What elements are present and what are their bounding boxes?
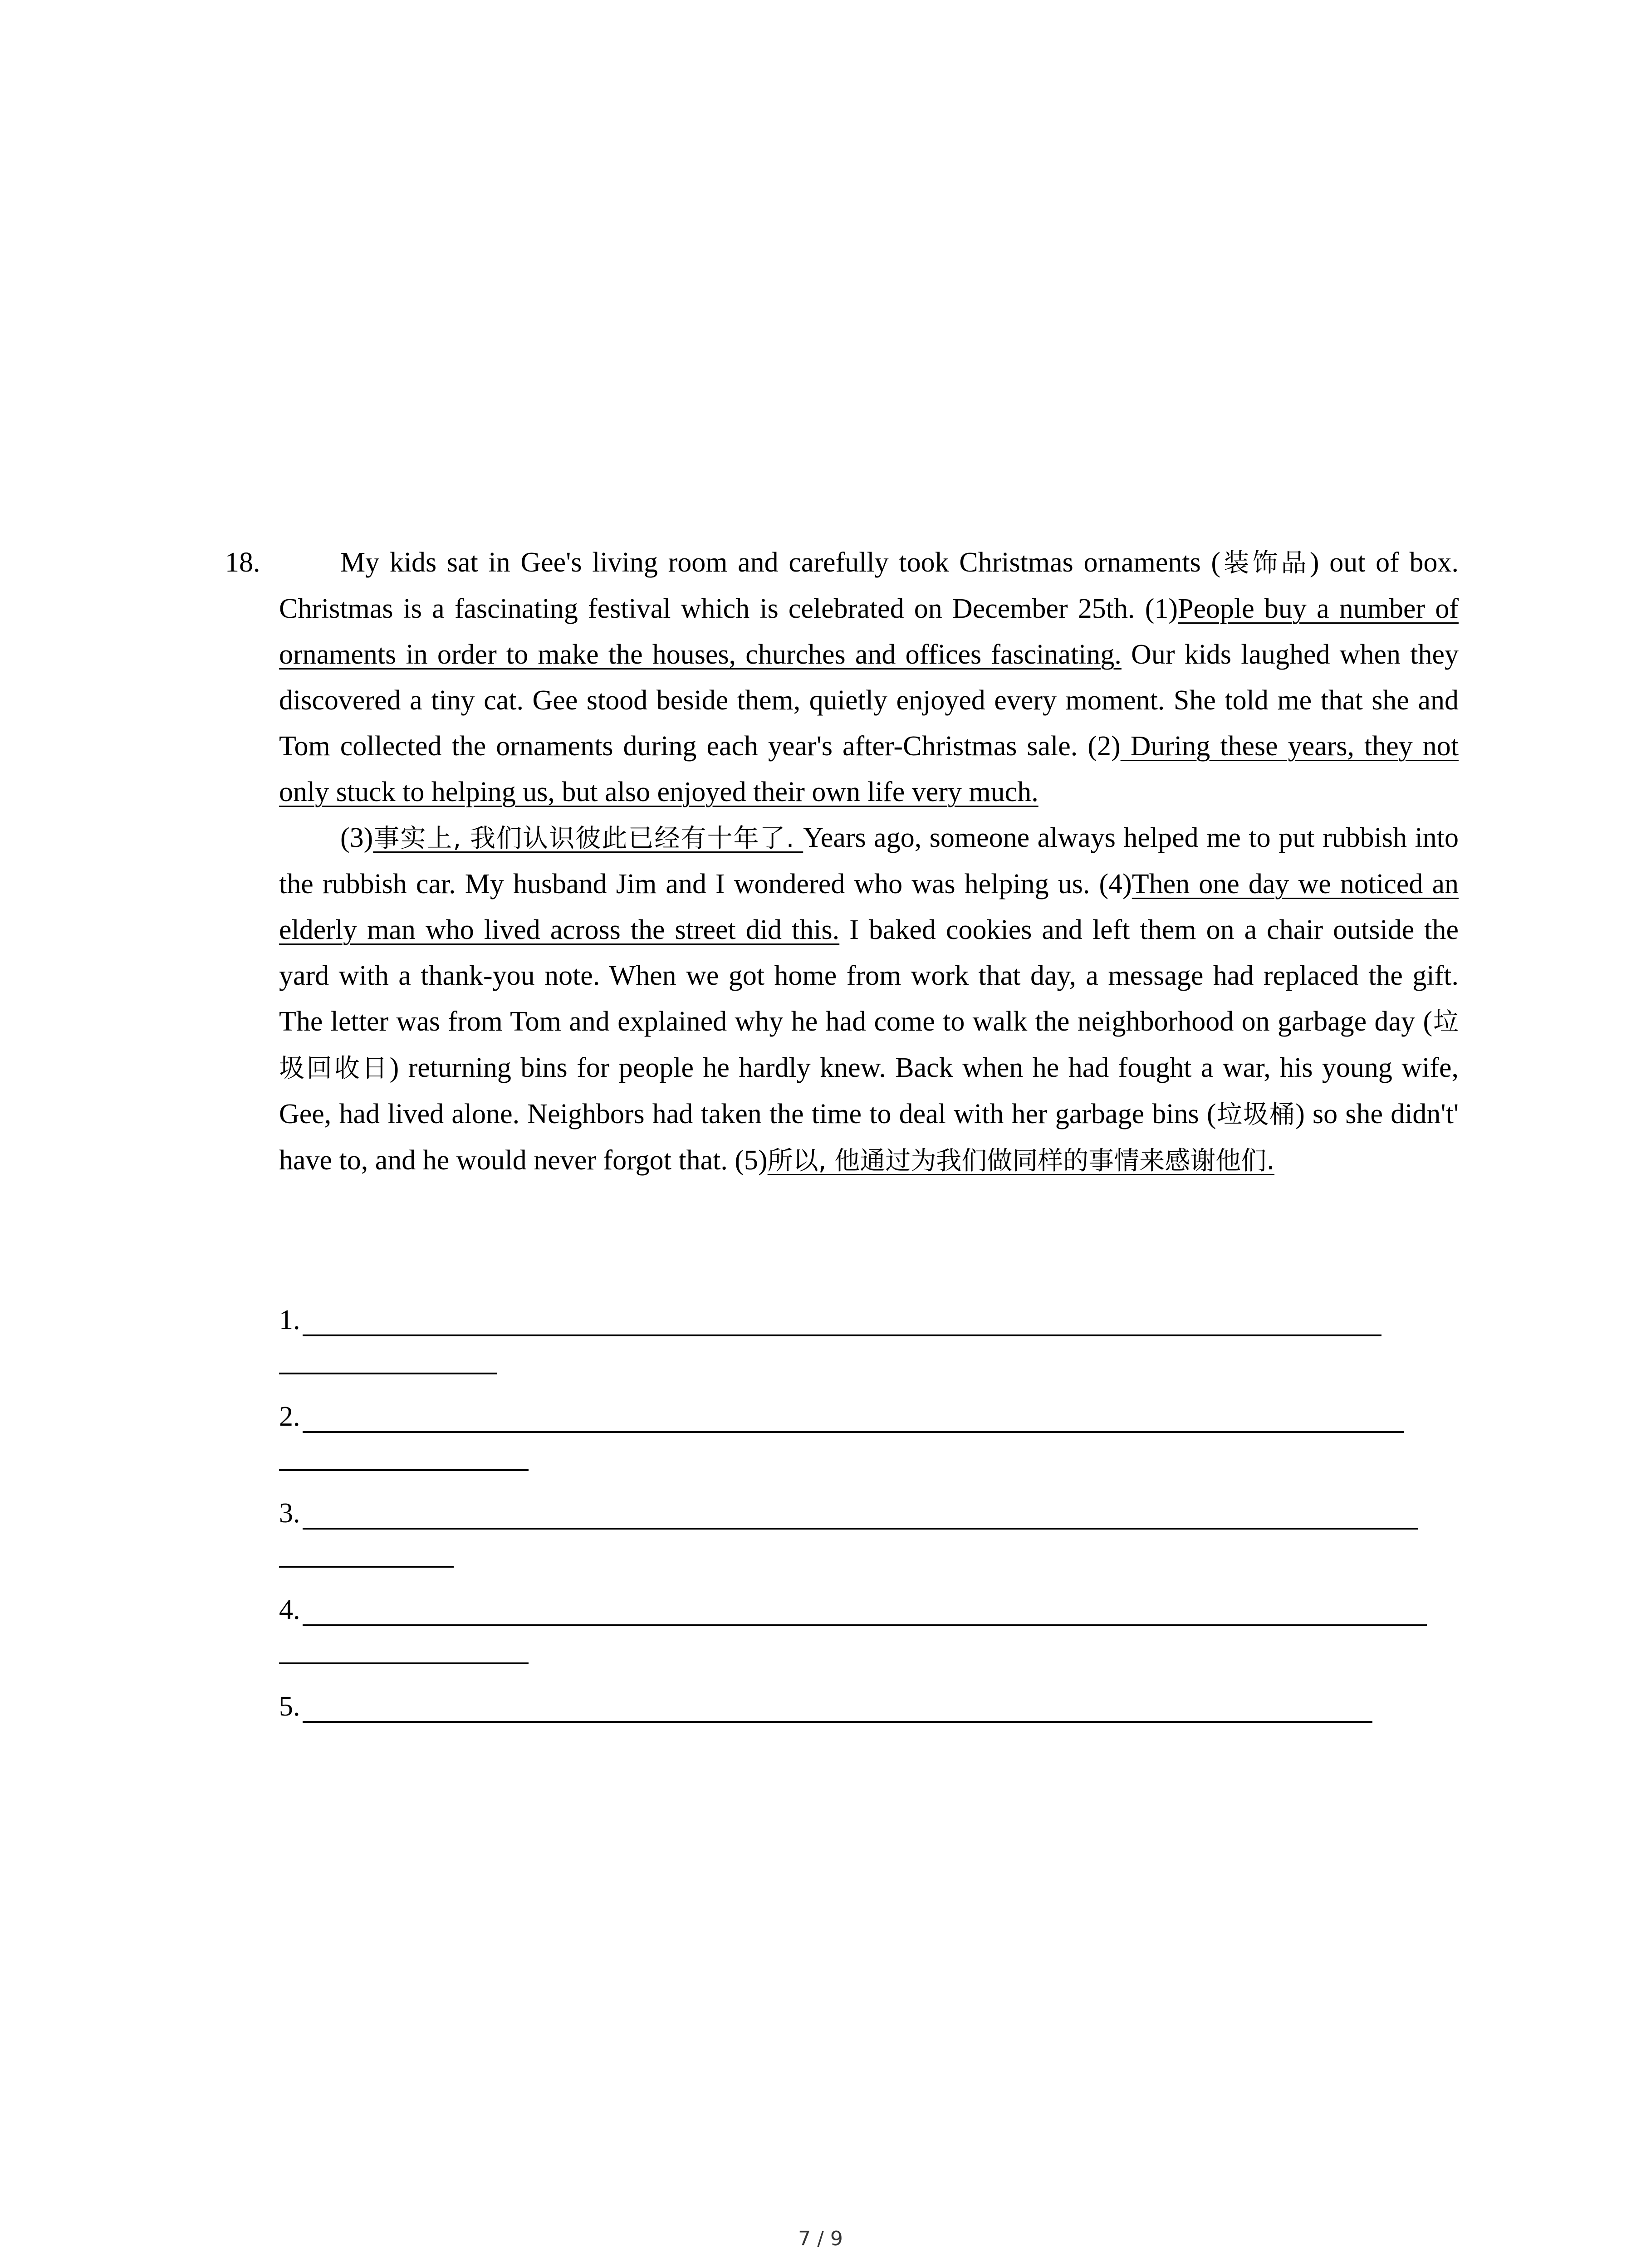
chinese-gloss: 垃圾桶: [1216, 1100, 1296, 1129]
chinese-gloss: 垃圾回收日: [279, 1007, 1459, 1083]
paragraph-2: [279, 815, 1459, 1184]
answer-label: 2.: [279, 1401, 300, 1432]
text: ) returning bins for people he hardly knew. Back when he had fought a war, his young wife, Gee, had lived alone. Neighbors had taken the time to deal with her garbage bins (: [279, 1052, 1459, 1129]
answer-line-continuation: [279, 1566, 454, 1568]
text: ) so she didn't' have to, and he would never forgot that. (5): [279, 1099, 1459, 1176]
answer-row-1[interactable]: [279, 1302, 1504, 1398]
underlined-sentence-2: During these years, they not only stuck to helping us, but also enjoyed their own life very much.: [279, 731, 1459, 807]
answer-row-5[interactable]: [279, 1688, 1504, 1785]
answer-lines: [279, 1302, 1504, 1785]
text: Our kids laughed when they discovered a tiny cat. Gee stood beside them, quietly enjoyed every moment. She told me that she and Tom collected the ornaments during each year's after-Christmas sale. (2): [279, 639, 1459, 762]
answer-line: [303, 1721, 1372, 1723]
page-number: 7 / 9: [798, 2227, 843, 2250]
chinese-gloss: 装饰品: [1220, 548, 1310, 578]
answer-label: 3.: [279, 1498, 300, 1529]
underlined-sentence-5: 所以, 他通过为我们做同样的事情来感谢他们.: [767, 1146, 1275, 1176]
text: (3): [340, 822, 373, 853]
answer-line: [303, 1334, 1381, 1336]
answer-line: [303, 1431, 1404, 1433]
text: Years ago, someone always helped me to put rubbish into the rubbish car. My husband Jim and I wondered who was helping us. (4): [279, 822, 1459, 899]
passage: [279, 540, 1459, 1184]
answer-line: [303, 1624, 1427, 1626]
answer-row-4[interactable]: [279, 1592, 1504, 1688]
text: ) out of box. Christmas is a fascinating festival which is celebrated on December 25th. (1): [279, 547, 1459, 624]
answer-row-3[interactable]: [279, 1495, 1504, 1592]
paragraph-1: [279, 540, 1459, 815]
underlined-sentence-4: Then one day we noticed an elderly man who lived across the street did this.: [279, 869, 1459, 945]
answer-line: [303, 1528, 1418, 1530]
answer-row-2[interactable]: [279, 1398, 1504, 1495]
answer-label: 4.: [279, 1594, 300, 1625]
answer-label: 1.: [279, 1305, 300, 1335]
answer-line-continuation: [279, 1662, 529, 1664]
answer-line-continuation: [279, 1469, 529, 1471]
text: My kids sat in Gee's living room and carefully took Christmas ornaments (: [340, 547, 1221, 578]
answer-label: 5.: [279, 1691, 300, 1722]
question-number: 18.: [225, 547, 260, 578]
underlined-sentence-3: 事实上, 我们认识彼此已经有十年了.: [373, 824, 803, 853]
text: I baked cookies and left them on a chair outside the yard with a thank-you note. When we got home from work that day, a message had replaced the gift. The letter was from Tom and explained why he had come to walk the neighborhood on garbage day (: [279, 914, 1459, 1037]
underlined-sentence-1: People buy a number of ornaments in order to make the houses, churches and offices fascinating.: [279, 593, 1459, 670]
answer-line-continuation: [279, 1373, 497, 1374]
